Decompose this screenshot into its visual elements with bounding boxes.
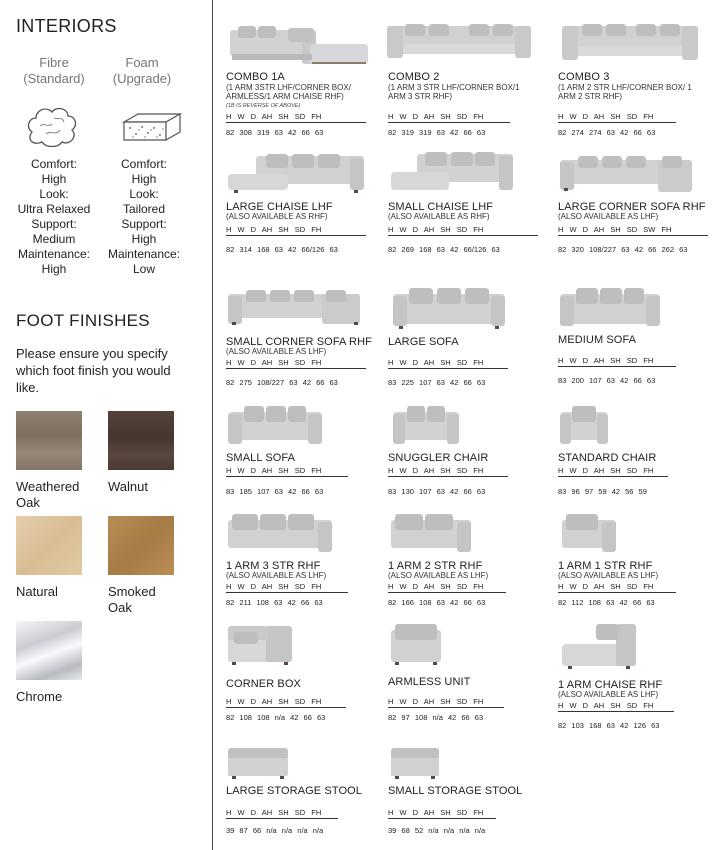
foam-tag: (Upgrade): [112, 71, 172, 86]
foam-option: [97, 55, 187, 87]
product-name: CORNER BOX: [226, 678, 301, 690]
foam-prop-value: Low: [132, 262, 155, 276]
small-corner-sofa-rhf-image: [226, 288, 362, 328]
dimension-values: 82 314 168 63 42 66/126 63: [226, 245, 338, 254]
product-name: 1 ARM CHAISE RHF: [558, 679, 663, 691]
product-subtitle: ARMLESS/1 ARM CHAISE RHF): [226, 92, 344, 101]
foam-name: Foam: [125, 55, 159, 70]
foam-prop-value: High: [131, 172, 157, 186]
dimension-headers: H W D AH SH SD FH: [558, 582, 676, 593]
dimension-values: 39 87 66 n/a n/a n/a n/a: [226, 826, 324, 835]
product-note: (1B IS REVERSE OF ABOVE): [226, 103, 301, 109]
dimension-headers: H W D AH SH SD FH: [226, 808, 338, 819]
chrome-label: Chrome: [16, 689, 63, 704]
dimension-values: 82 97 108 n/a 42 66 63: [388, 713, 484, 722]
fibre-prop-label: Maintenance:: [17, 247, 91, 261]
interiors-panel: [0, 0, 212, 850]
dimension-values: 82 166 108 63 42 66 63: [388, 598, 486, 607]
dimension-values: 82 319 319 63 42 66 63: [388, 128, 486, 137]
product-name: SNUGGLER CHAIR: [388, 452, 489, 464]
medium-sofa-image: [558, 286, 662, 330]
product-subtitle: (ALSO AVAILABLE AS LHF): [226, 347, 327, 356]
fibre-name: Fibre: [39, 55, 69, 70]
product-name: COMBO 2: [388, 71, 440, 83]
product-name: SMALL SOFA: [226, 452, 296, 464]
dimension-headers: H W D AH SH SD FH: [558, 701, 674, 712]
fibre-prop-label: Look:: [39, 187, 69, 201]
fibre-prop-value: Medium: [32, 232, 76, 246]
product-subtitle: (1 ARM 2 STR LHF/CORNER BOX/ 1: [558, 83, 692, 92]
product-name: ARMLESS UNIT: [388, 676, 471, 688]
large-chaise-lhf-image: [226, 152, 366, 194]
dimension-values: 83 96 97 59 42 56 59: [558, 487, 647, 496]
dimension-values: 39 68 52 n/a n/a n/a n/a: [388, 826, 486, 835]
dimension-headers: H W D AH SH SD FH: [388, 358, 508, 369]
fibre-prop-label: Comfort:: [30, 157, 77, 171]
one-arm-chaise-rhf-image: [560, 620, 640, 672]
dimension-headers: H W D AH SH SD FH: [558, 466, 668, 477]
dimension-values: 82 211 108 63 42 66 63: [226, 598, 323, 607]
dimension-headers: H W D AH SH SD FH: [388, 697, 504, 708]
dimension-headers: H W D AH SH SD FH: [226, 112, 366, 123]
weathered-oak-swatch: [16, 411, 82, 470]
dimension-headers: H W D AH SH SD FH: [226, 582, 348, 593]
dimension-headers: H W D AH SH SD FH: [226, 697, 346, 708]
natural-swatch: [16, 516, 82, 575]
combo-3-image: [560, 22, 700, 62]
product-name: SMALL CHAISE LHF: [388, 201, 494, 213]
large-storage-stool-image: [226, 746, 290, 780]
dimension-headers: H W D AH SH SD FH: [388, 582, 506, 593]
weathered-oak-label: Weathered Oak: [16, 479, 80, 510]
product-subtitle: ARM 3 STR RHF): [388, 92, 452, 101]
dimension-headers: H W D AH SH SD FH: [226, 225, 366, 236]
foam-prop-label: Comfort:: [120, 157, 167, 171]
product-name: SMALL STORAGE STOOL: [388, 785, 523, 797]
small-sofa-image: [226, 404, 324, 446]
fibre-prop-value: High: [41, 262, 67, 276]
foam-prop-label: Maintenance:: [107, 247, 181, 261]
product-subtitle: (ALSO AVAILABLE AS RHF): [388, 212, 490, 221]
product-subtitle: (ALSO AVAILABLE AS LHF): [226, 571, 327, 580]
dimension-headers: H W D AH SH SD FH: [388, 112, 510, 123]
dimension-values: 82 108 108 n/a 42 66 63: [226, 713, 326, 722]
dimension-values: 82 274 274 63 42 66 63: [558, 128, 656, 137]
combo-2-image: [385, 22, 533, 60]
dimension-values: 82 275 108/227 63 42 66 63: [226, 378, 338, 387]
product-subtitle: (1 ARM 3 STR LHF/CORNER BOX/1: [388, 83, 520, 92]
dimension-headers: H W D AH SH SD FH: [226, 466, 348, 477]
smoked-oak-swatch: [108, 516, 174, 575]
large-sofa-image: [391, 286, 507, 330]
product-name: LARGE CHAISE LHF: [226, 201, 333, 213]
chrome-swatch: [16, 621, 82, 680]
combo-1a-image: [228, 24, 370, 66]
product-subtitle: (1 ARM 3STR LHF/CORNER BOX/: [226, 83, 351, 92]
dimension-headers: H W D AH SH SD SW FH: [558, 225, 708, 236]
corner-box-image: [226, 622, 294, 668]
walnut-label: Walnut: [108, 479, 148, 494]
product-name: 1 ARM 3 STR RHF: [226, 560, 321, 572]
dimension-values: 82 269 168 63 42 66/126 63: [388, 245, 500, 254]
fibre-cloud-icon: [24, 102, 78, 150]
fibre-prop-value: Ultra Relaxed: [17, 202, 91, 216]
dimension-headers: H W D AH SH SD FH: [388, 225, 538, 236]
one-arm-1-str-rhf-image: [560, 512, 618, 554]
snuggler-chair-image: [391, 404, 461, 446]
fibre-prop-label: Support:: [31, 217, 77, 231]
dimension-values: 82 320 108/227 63 42 66 262 63: [558, 245, 688, 254]
foam-prop-value: Tailored: [122, 202, 166, 216]
natural-label: Natural: [16, 584, 58, 599]
smoked-oak-label: Smoked Oak: [108, 584, 156, 615]
dimension-headers: H W D AH SH SD FH: [388, 466, 508, 477]
foam-prop-label: Look:: [129, 187, 159, 201]
product-subtitle: (ALSO AVAILABLE AS LHF): [558, 212, 659, 221]
small-storage-stool-image: [389, 746, 441, 780]
dimension-values: 82 308 319 63 42 66 63: [226, 128, 324, 137]
product-name: SMALL CORNER SOFA RHF: [226, 336, 372, 348]
foam-prop-value: High: [131, 232, 157, 246]
dimension-values: 83 130 107 63 42 66 63: [388, 487, 486, 496]
product-name: 1 ARM 2 STR RHF: [388, 560, 483, 572]
product-name: LARGE SOFA: [388, 336, 459, 348]
product-subtitle: ARM 2 STR RHF): [558, 92, 622, 101]
panel-divider: [212, 0, 213, 850]
product-subtitle: (ALSO AVAILABLE AS LHF): [558, 690, 659, 699]
dimension-values: 82 112 108 63 42 66 63: [558, 598, 655, 607]
product-name: STANDARD CHAIR: [558, 452, 657, 464]
standard-chair-image: [558, 404, 610, 446]
dimension-values: 83 185 107 63 42 66 63: [226, 487, 324, 496]
product-name: COMBO 3: [558, 71, 610, 83]
product-subtitle: (ALSO AVAILABLE AS RHF): [226, 212, 328, 221]
foot-finishes-heading: FOOT FINISHES: [16, 311, 150, 330]
product-name: LARGE CORNER SOFA RHF: [558, 201, 706, 213]
dimension-values: 83 225 107 63 42 66 63: [388, 378, 486, 387]
foam-properties: [94, 157, 194, 277]
dimension-headers: H W D AH SH SD FH: [558, 112, 676, 123]
fibre-properties: [4, 157, 104, 277]
product-name: LARGE STORAGE STOOL: [226, 785, 362, 797]
fibre-prop-value: High: [41, 172, 67, 186]
product-name: COMBO 1A: [226, 71, 285, 83]
dimension-headers: H W D AH SH SD FH: [388, 808, 496, 819]
small-chaise-lhf-image: [389, 150, 515, 194]
dimension-headers: H W D AH SH SD FH: [226, 358, 366, 369]
fibre-option: [9, 55, 99, 87]
walnut-swatch: [108, 411, 174, 470]
dimension-values: 83 200 107 63 42 66 63: [558, 376, 656, 385]
foam-prop-label: Support:: [121, 217, 167, 231]
foot-finish-note: Please ensure you specify which foot finish you would like.: [16, 346, 171, 395]
dimension-headers: H W D AH SH SD FH: [558, 356, 676, 367]
fibre-tag: (Standard): [23, 71, 85, 86]
dimension-values: 82 103 168 63 42 126 63: [558, 721, 660, 730]
foam-block-icon: [118, 108, 184, 148]
product-subtitle: (ALSO AVAILABLE AS LHF): [388, 571, 489, 580]
product-name: 1 ARM 1 STR RHF: [558, 560, 653, 572]
product-name: MEDIUM SOFA: [558, 334, 637, 346]
product-subtitle: (ALSO AVAILABLE AS LHF): [558, 571, 659, 580]
one-arm-3-str-rhf-image: [226, 512, 334, 554]
interiors-heading: INTERIORS: [16, 16, 117, 36]
large-corner-sofa-rhf-image: [558, 154, 694, 194]
armless-unit-image: [389, 622, 443, 668]
one-arm-2-str-rhf-image: [389, 512, 473, 554]
